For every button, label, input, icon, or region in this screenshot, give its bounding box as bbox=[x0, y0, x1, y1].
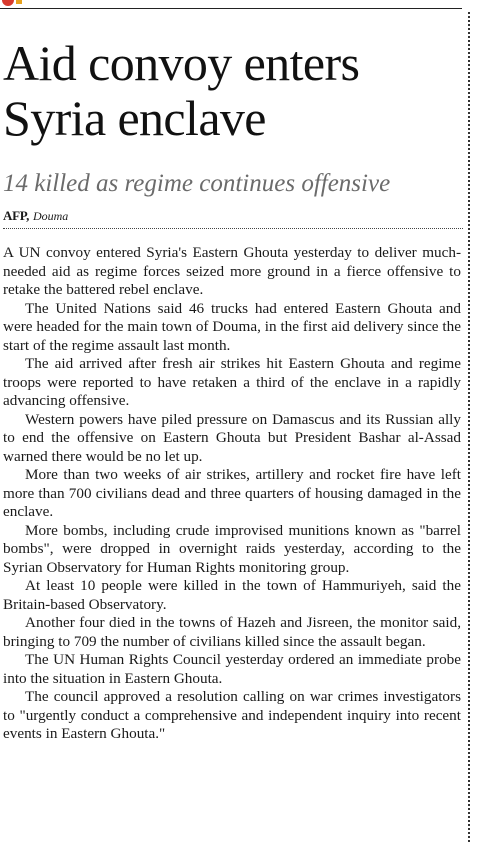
article-paragraph: More than two weeks of air strikes, artillery and rocket fire have left more than 700 civilians dead and three quarters of housing damaged in the enclave. bbox=[3, 466, 461, 520]
headline: Aid convoy enters Syria enclave bbox=[3, 35, 360, 146]
byline bbox=[3, 208, 465, 224]
article-paragraph: The United Nations said 46 trucks had entered Eastern Ghouta and were headed for the main town of Douma, in the first aid delivery since the start of the regime assault last month. bbox=[3, 299, 461, 354]
subheadline: 14 killed as regime continues offensive bbox=[3, 170, 391, 197]
byline-divider bbox=[3, 228, 463, 229]
byline-place: Douma bbox=[32, 209, 69, 223]
byline-agency: AFP, bbox=[3, 208, 30, 223]
newspaper-logo-icon bbox=[2, 0, 14, 6]
article-paragraph: The UN Human Rights Council yesterday ordered an immediate probe into the situation in Eastern Ghouta. bbox=[3, 651, 461, 687]
top-rule bbox=[0, 8, 462, 9]
article-paragraph: Another four died in the towns of Hazeh and Jisreen, the monitor said, bringing to 709 the number of civilians killed since the assault began. bbox=[3, 614, 461, 650]
article-paragraph: At least 10 people were killed in the town of Hammuriyeh, said the Britain-based Observatory. bbox=[3, 577, 461, 613]
article-paragraph: A UN convoy entered Syria's Eastern Ghouta yesterday to deliver much-needed aid as regime forces seized more ground in a fierce offensive to retake the battered rebel enclave. bbox=[3, 244, 461, 298]
article-paragraph: Western powers have piled pressure on Damascus and its Russian ally to end the offensive on Eastern Ghouta but President Bashar al-Assad warned there would be no let up. bbox=[3, 410, 461, 465]
newspaper-logo-accent-icon bbox=[16, 0, 22, 4]
masthead-strip bbox=[0, 0, 478, 7]
article-paragraph: The council approved a resolution calling on war crimes investigators to "urgently conduct a comprehensive and independent inquiry into recent events in Eastern Ghouta." bbox=[3, 688, 461, 742]
article-paragraph: More bombs, including crude improvised munitions known as "barrel bombs", were dropped in overnight raids yesterday, according to the Syrian Observatory for Human Rights monitoring group. bbox=[3, 521, 461, 576]
article-body bbox=[3, 244, 461, 744]
article-paragraph: The aid arrived after fresh air strikes hit Eastern Ghouta and regime troops were reported to have retaken a third of the enclave in a rapidly advancing offensive. bbox=[3, 355, 461, 409]
column-divider bbox=[468, 12, 470, 842]
